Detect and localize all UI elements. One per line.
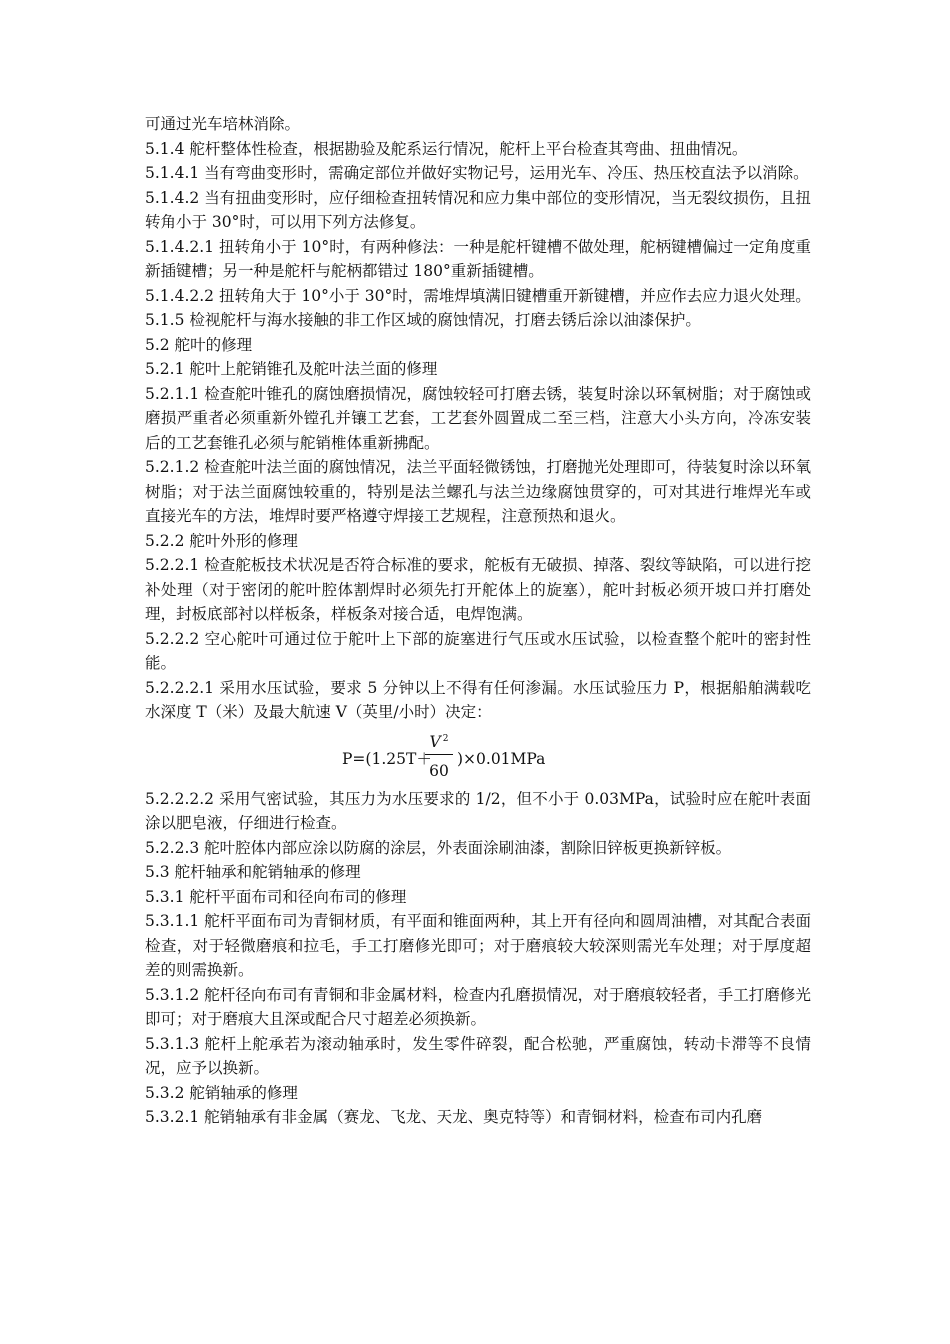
paragraph: 可通过光车培林消除。	[145, 115, 301, 133]
formula-fraction	[425, 729, 453, 781]
paragraph: 5.1.4.2.2 扭转角大于 10°小于 30°时，需堆焊填满旧键槽重开新键槽，并应作去应力退火处理。	[145, 286, 811, 305]
subsection-heading: 5.2.2 舵叶外形的修理	[145, 531, 298, 550]
formula-denominator: 60	[429, 761, 449, 780]
paragraph: 5.1.4.2 当有扭曲变形时，应仔细检查扭转情况和应力集中部位的变形情况，当无裂纹损伤，且扭转角小于 30°时，可以用下列方法修复。	[145, 188, 811, 231]
section-heading: 5.3 舵杆轴承和舵销轴承的修理	[145, 863, 361, 881]
paragraph: 5.3.2.1 舵销轴承有非金属（赛龙、飞龙、天龙、奥克特等）和青铜材料，检查布司内孔磨	[145, 1108, 763, 1126]
paragraph: 5.2.2.2 空心舵叶可通过位于舵叶上下部的旋塞进行气压或水压试验，以检查整个舵叶的密封性能。	[145, 629, 811, 672]
paragraph: 5.3.1.3 舵杆上舵承若为滚动轴承时，发生零件碎裂，配合松驰，严重腐蚀，转动卡滞等不良情况，应予以换新。	[145, 1034, 811, 1077]
text-block-bottom	[145, 787, 811, 1130]
paragraph: 5.2.2.2.1 采用水压试验，要求 5 分钟以上不得有任何渗漏。水压试验压力 P，根据船舶满载吃水深度 T（米）及最大航速 V（英里/小时）决定：	[145, 678, 811, 721]
subsection-heading: 5.3.1 舵杆平面布司和径向布司的修理	[145, 887, 407, 906]
paragraph: 5.1.5 检视舵杆与海水接触的非工作区域的腐蚀情况，打磨去锈后涂以油漆保护。	[145, 311, 701, 329]
formula-numerator: V $^2$	[429, 732, 449, 751]
paragraph: 5.2.2.2.2 采用气密试验，其压力为水压要求的 1/2，但不小于 0.03MPa，试验时应在舵叶表面涂以肥皂液，仔细进行检查。	[145, 789, 811, 832]
paragraph: 5.2.1.1 检查舵叶锥孔的腐蚀磨损情况，腐蚀较轻可打磨去锈，装复时涂以环氧树脂；对于腐蚀或磨损严重者必须重新外镗孔并镶工艺套，工艺套外圆置成二至三档，注意大小头方向，冷冻安装后的工艺套锥孔必须与舵销椎体重新拂配。	[145, 384, 811, 452]
fraction-bar	[425, 754, 453, 755]
paragraph: 5.1.4.2.1 扭转角小于 10°时，有两种修法：一种是舵杆键槽不做处理，舵柄键槽偏过一定角度重新插键槽；另一种是舵杆与舵柄都错过 180°重新插键槽。	[145, 237, 811, 280]
paragraph: 5.3.1.1 舵杆平面布司为青铜材质，有平面和锥面两种，其上开有径向和圆周油槽，对其配合表面检查，对于轻微磨痕和拉毛，手工打磨修光即可；对于磨痕较大较深则需光车处理；对于厚度超差的则需换新。	[145, 912, 811, 979]
section-heading: 5.2 舵叶的修理	[145, 335, 253, 354]
formula-lhs: P=(1.25T＋	[342, 749, 432, 768]
formula-rhs: )×0.01MPa	[457, 749, 546, 768]
pressure-formula	[145, 729, 811, 787]
subsection-heading: 5.3.2 舵销轴承的修理	[145, 1083, 298, 1102]
text-block-top	[145, 112, 811, 725]
formula-exponent: 2	[442, 733, 449, 744]
paragraph: 5.1.4.1 当有弯曲变形时，需确定部位并做好实物记号，运用光车、冷压、热压校直法予以消除。	[145, 164, 809, 182]
document-page	[145, 112, 811, 1130]
paragraph: 5.2.2.1 检查舵板技术状况是否符合标准的要求，舵板有无破损、掉落、裂纹等缺陷，可以进行挖补处理（对于密闭的舵叶腔体割焊时必须先打开舵体上的旋塞），舵叶封板必须开坡口并打磨处理，封板底部衬以样板条，样板条对接合适，电焊饱满。	[145, 556, 811, 623]
paragraph: 5.2.1.2 检查舵叶法兰面的腐蚀情况，法兰平面轻微锈蚀，打磨抛光处理即可，待装复时涂以环氧树脂；对于法兰面腐蚀较重的，特别是法兰螺孔与法兰边缘腐蚀贯穿的，可对其进行堆焊光车或直接光车的方法，堆焊时要严格遵守焊接工艺规程，注意预热和退火。	[145, 458, 811, 525]
paragraph: 5.2.2.3 舵叶腔体内部应涂以防腐的涂层，外表面涂刷油漆，割除旧锌板更换新锌板。	[145, 838, 732, 857]
paragraph: 5.1.4 舵杆整体性检查，根据勘验及舵系运行情况，舵杆上平台检查其弯曲、扭曲情况。	[145, 139, 748, 158]
paragraph: 5.3.1.2 舵杆径向布司有青铜和非金属材料，检查内孔磨损情况，对于磨痕较轻者，手工打磨修光即可；对于磨痕大且深或配合尺寸超差必须换新。	[145, 985, 811, 1028]
subsection-heading: 5.2.1 舵叶上舵销锥孔及舵叶法兰面的修理	[145, 360, 438, 378]
